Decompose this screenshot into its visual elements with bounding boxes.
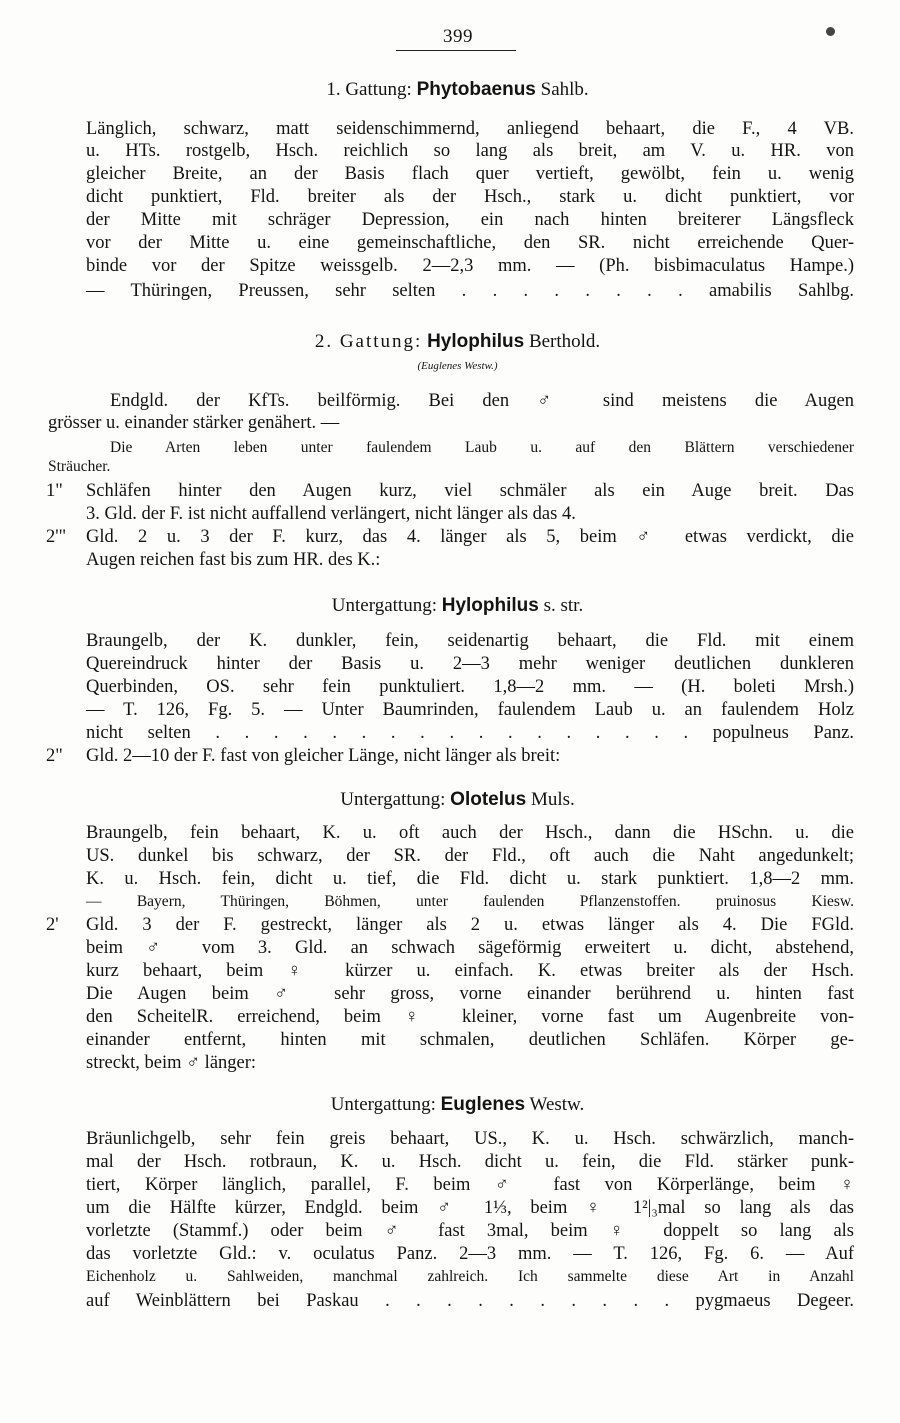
page-number-rule (396, 50, 516, 51)
text-line: binde vor der Spitze weissgelb. 2—2,3 mm. — (Ph. bisbimaculatus Hampe.) (86, 256, 854, 276)
key-marker: 2' (46, 915, 59, 935)
text-line: das vorletzte Gld.: v. oculatus Panz. 2—3 mm. — T. 126, Fg. 6. — Auf (86, 1244, 854, 1264)
text-line: Braungelb, der K. dunkler, fein, seidenartig behaart, die Fld. mit einem (86, 631, 854, 651)
text-line: tiert, Körper länglich, parallel, F. beim ♂ fast von Körperlänge, beim ♀ (86, 1175, 854, 1195)
subgenus-prefix: Untergattung: (331, 595, 437, 616)
text-line: Querbinden, OS. sehr fein punktuliert. 1,8—2 mm. — (H. boleti Mrsh.) (86, 677, 854, 697)
text-line: vor der Mitte u. eine gemeinschaftliche, den SR. nicht erreichende Quer- (86, 233, 854, 253)
heading-author: Sahlb. (540, 79, 589, 100)
text-line: Braungelb, fein behaart, K. u. oft auch der Hsch., dann die HSchn. u. die (86, 823, 854, 843)
text-line: mal der Hsch. rotbraun, K. u. Hsch. dicht u. fein, die Fld. stärker punk- (86, 1152, 854, 1172)
text-line-species: auf Weinblättern bei Paskau . . . . . . . . . . pygmaeus Degeer. (86, 1291, 854, 1311)
genus-heading-1 (60, 78, 855, 102)
text-line: u. HTs. rostgelb, Hsch. reichlich so lang als breit, am V. u. HR. von (86, 141, 854, 161)
text-line: — T. 126, Fg. 5. — Unter Baumrinden, faulendem Laub u. an faulendem Holz (86, 700, 854, 720)
text-line: K. u. Hsch. fein, dicht u. tief, die Fld. dicht u. stark punktiert. 1,8—2 mm. (86, 869, 854, 889)
subgenus-heading-3 (60, 1093, 855, 1117)
genus-heading-2 (60, 330, 855, 354)
key-marker: 2'" (46, 527, 67, 547)
genus-name: Hylophilus (427, 331, 525, 352)
text-line: vorletzte (Stammf.) oder beim ♂ fast 3mal, beim ♀ doppelt so lang als (86, 1221, 854, 1241)
text-line-species: — Bayern, Thüringen, Böhmen, unter faulenden Pflanzenstoffen. pruinosus Kiesw. (86, 893, 854, 910)
text-line-note: Sträucher. (48, 458, 111, 475)
genus-name: Phytobaenus (416, 79, 536, 100)
text-line-note: Die Arten leben unter faulendem Laub u. auf den Blättern verschiedener (110, 439, 854, 456)
text-line: gleicher Breite, an der Basis flach quer vertieft, gewölbt, fein u. wenig (86, 164, 854, 184)
text-line: Gld. 2—10 der F. fast von gleicher Länge, nicht länger als breit: (86, 746, 561, 766)
text-line: streckt, beim ♂ länger: (86, 1053, 257, 1073)
key-marker: 2" (46, 746, 63, 766)
subgenus-suffix: Westw. (529, 1094, 585, 1115)
key-marker: 1" (46, 481, 63, 501)
heading-prefix: 2. Gattung: (314, 331, 423, 352)
page-number: 399 (443, 26, 473, 47)
text-line: dicht punktiert, Fld. breiter als der Hsch., stark u. dicht punktiert, vor (86, 187, 854, 207)
text-line: Endgld. der KfTs. beilförmig. Bei den ♂ sind meistens die Augen (110, 391, 854, 411)
ink-spot (826, 27, 835, 36)
text-line: Gld. 2 u. 3 der F. kurz, das 4. länger als 5, beim ♂ etwas verdickt, die (86, 527, 854, 547)
text-line: kurz behaart, beim ♀ kürzer u. einfach. K. etwas breiter als der Hsch. (86, 961, 854, 981)
subgenus-prefix: Untergattung: (340, 789, 446, 810)
text-line: grösser u. einander stärker genähert. — (48, 413, 340, 433)
text-line: Quereindruck hinter der Basis u. 2—3 mehr weniger deutlichen dunkleren (86, 654, 854, 674)
text-line: Die Augen beim ♂ sehr gross, vorne einander berührend u. hinten fast (86, 984, 854, 1004)
text-line-species: nicht selten . . . . . . . . . . . . . . . . . populneus Panz. (86, 723, 854, 743)
text-line: Eichenholz u. Sahlweiden, manchmal zahlreich. Ich sammelte diese Art in Anzahl (86, 1268, 854, 1285)
subgenus-name: Euglenes (440, 1094, 526, 1115)
text-line: Bräunlichgelb, sehr fein greis behaart, US., K. u. Hsch. schwärzlich, manch- (86, 1129, 854, 1149)
text-line: 3. Gld. der F. ist nicht auffallend verlängert, nicht länger als das 4. (86, 504, 576, 524)
text-line: US. dunkel bis schwarz, der SR. der Fld., oft auch die Naht angedunkelt; (86, 846, 854, 866)
heading-prefix: 1. Gattung: (326, 79, 412, 100)
text-line: einander entfernt, hinten mit schmalen, deutlichen Schläfen. Körper ge- (86, 1030, 854, 1050)
text-line: Schläfen hinter den Augen kurz, viel schmäler als ein Auge breit. Das (86, 481, 854, 501)
text-line: um die Hälfte kürzer, Endgld. beim ♂ 1⅓, beim ♀ 1²|₃mal so lang als das (86, 1198, 854, 1218)
text-line: beim ♂ vom 3. Gld. an schwach sägeförmig erweitert u. dicht, abstehend, (86, 938, 854, 958)
subgenus-name: Olotelus (450, 789, 527, 810)
subgenus-name: Hylophilus (441, 595, 539, 616)
heading-author: Berthold. (528, 331, 601, 352)
subgenus-heading-2 (60, 788, 855, 812)
subgenus-suffix: Muls. (530, 789, 575, 810)
text-line: Länglich, schwarz, matt seidenschimmernd, anliegend behaart, die F., 4 VB. (86, 119, 854, 139)
text-line: Gld. 3 der F. gestreckt, länger als 2 u. etwas länger als 4. Die FGld. (86, 915, 854, 935)
genus-synonym: (Euglenes Westw.) (417, 360, 498, 372)
text-line-species: — Thüringen, Preussen, sehr selten . . . . . . . . amabilis Sahlbg. (86, 281, 854, 301)
subgenus-prefix: Untergattung: (330, 1094, 436, 1115)
text-line: der Mitte mit schräger Depression, ein nach hinten breiterer Längsfleck (86, 210, 854, 230)
text-line: den ScheitelR. erreichend, beim ♀ kleiner, vorne fast um Augenbreite von- (86, 1007, 854, 1027)
subgenus-heading-1 (60, 594, 855, 618)
subgenus-suffix: s. str. (543, 595, 584, 616)
text-line: Augen reichen fast bis zum HR. des K.: (86, 550, 381, 570)
